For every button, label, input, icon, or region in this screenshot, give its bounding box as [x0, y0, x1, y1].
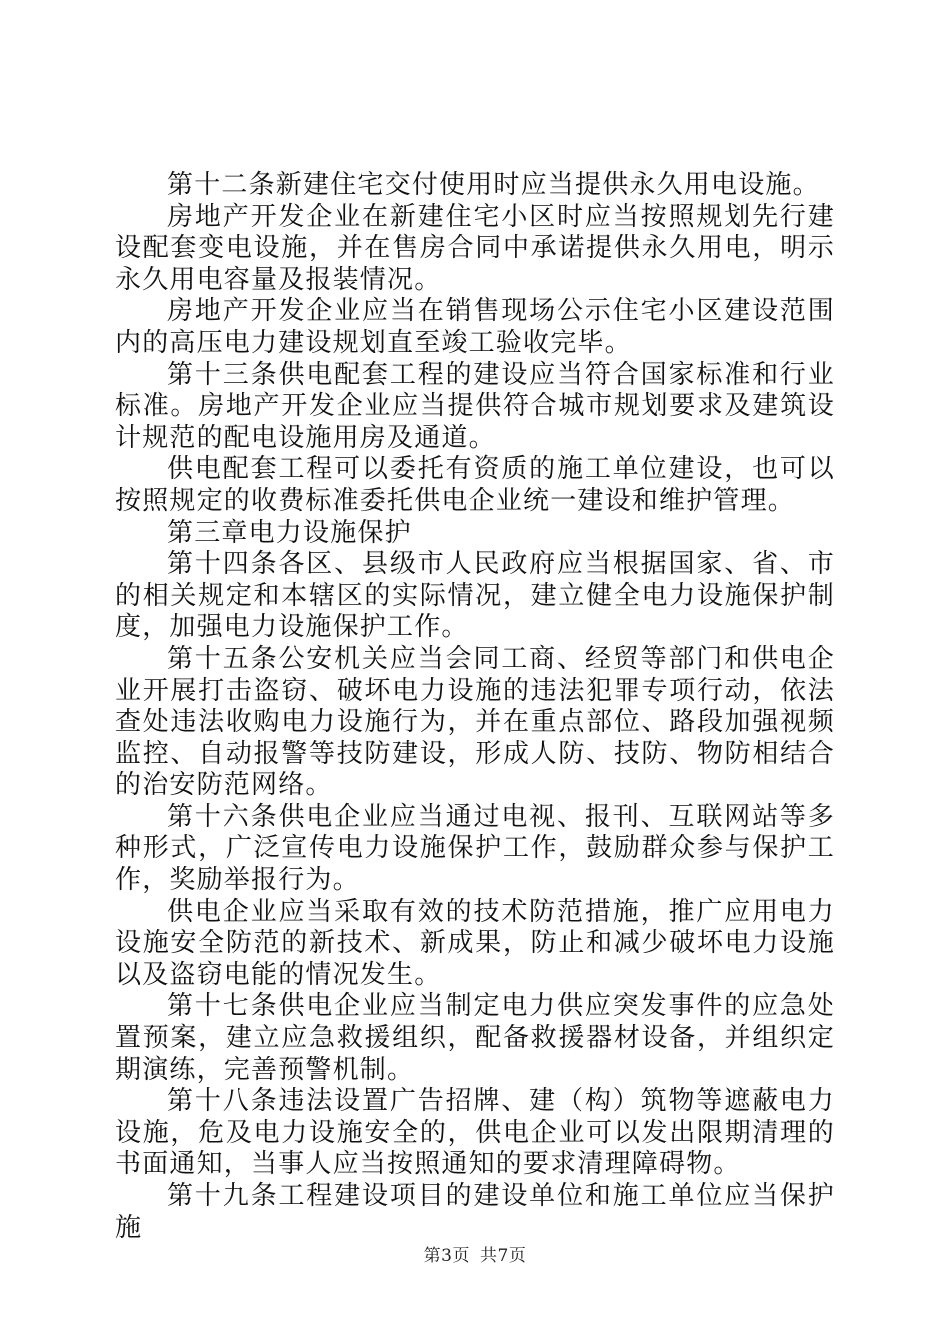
page-total: 共7页: [480, 1246, 527, 1266]
paragraph: 供电企业应当采取有效的技术防范措施，推广应用电力设施安全防范的新技术、新成果，防止和减少破坏电力设施以及盗窃电能的情况发生。: [115, 896, 835, 990]
paragraph: 房地产开发企业应当在销售现场公示住宅小区建设范围内的高压电力建设规划直至竣工验收完毕。: [115, 296, 835, 358]
document-body: [115, 170, 835, 1244]
paragraph: 第十八条违法设置广告招牌、建（构）筑物等遮蔽电力设施，危及电力设施安全的，供电企业可以发出限期清理的书面通知，当事人应当按照通知的要求清理障碍物。: [115, 1086, 835, 1180]
chapter-heading: 第三章电力设施保护: [167, 517, 412, 548]
paragraph: 房地产开发企业在新建住宅小区时应当按照规划先行建设配套变电设施，并在售房合同中承诺提供永久用电，明示永久用电容量及报装情况。: [115, 201, 835, 295]
paragraph: 第十五条公安机关应当会同工商、经贸等部门和供电企业开展打击盗窃、破坏电力设施的违法犯罪专项行动，依法查处违法收购电力设施行为，并在重点部位、路段加强视频监控、自动报警等技防建设，形成人防、技防、物防相结合的治安防范网络。: [115, 643, 835, 801]
paragraph: 第十三条供电配套工程的建设应当符合国家标准和行业标准。房地产开发企业应当提供符合城市规划要求及建筑设计规范的配电设施用房及通道。: [115, 359, 835, 453]
paragraph: 第十四条各区、县级市人民政府应当根据国家、省、市的相关规定和本辖区的实际情况，建立健全电力设施保护制度，加强电力设施保护工作。: [115, 549, 835, 643]
paragraph: 第十九条工程建设项目的建设单位和施工单位应当保护施: [115, 1181, 835, 1243]
paragraph: 第十七条供电企业应当制定电力供应突发事件的应急处置预案，建立应急救援组织，配备救援器材设备，并组织定期演练，完善预警机制。: [115, 991, 835, 1085]
paragraph: 第十二条新建住宅交付使用时应当提供永久用电设施。: [167, 170, 820, 200]
page-number: 第3页: [423, 1246, 470, 1266]
paragraph: 供电配套工程可以委托有资质的施工单位建设，也可以按照规定的收费标准委托供电企业统一建设和维护管理。: [115, 454, 835, 516]
paragraph: 第十六条供电企业应当通过电视、报刊、互联网站等多种形式，广泛宣传电力设施保护工作，鼓励群众参与保护工作，奖励举报行为。: [115, 801, 835, 896]
page-footer: [0, 1241, 950, 1266]
